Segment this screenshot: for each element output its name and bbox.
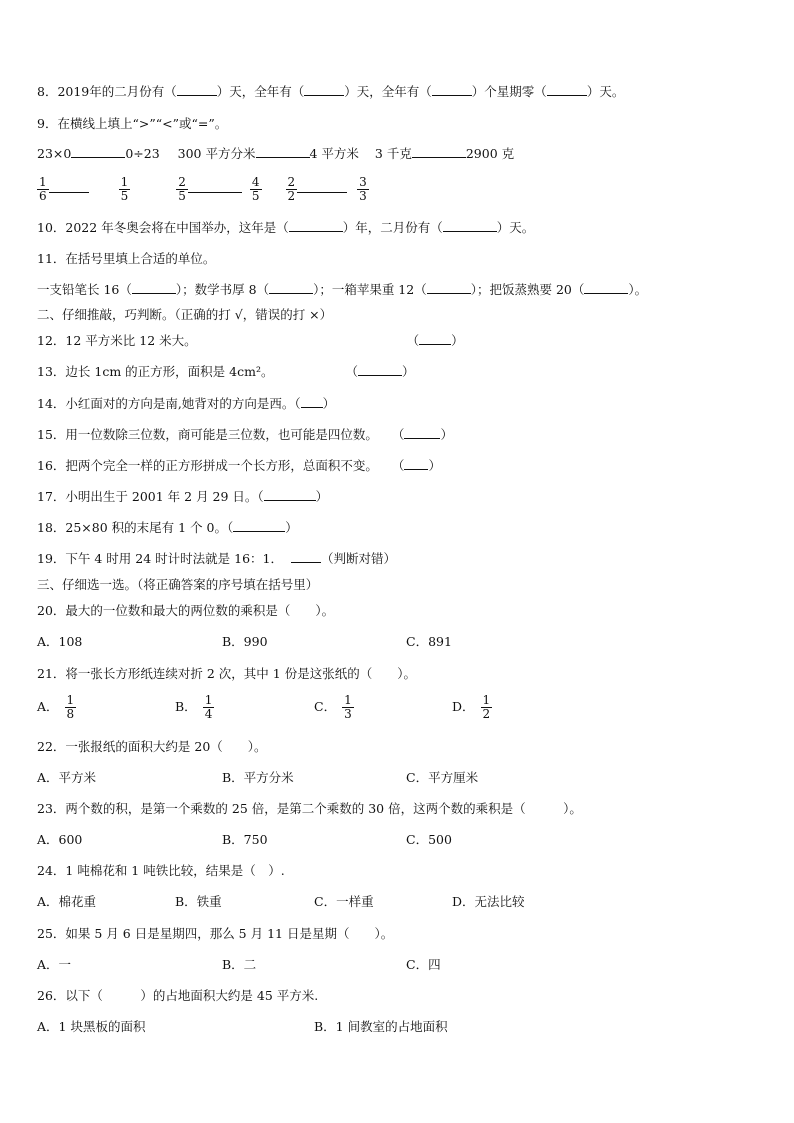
option-c[interactable]: C．平方厘米 [406,770,479,785]
fraction: $\frac{1}{6}$ [39,175,47,203]
answer-blank[interactable] [432,84,472,96]
question-11: 11．在括号里填上合适的单位。 [37,251,216,266]
fraction: $\frac{3}{3}$ [359,175,367,203]
option-c[interactable]: C．一样重 [314,894,374,909]
option-a[interactable]: A．一 [37,957,72,972]
question-19: 19．下午 4 时用 24 时计时法就是 16：1． （判断对错） [37,551,397,566]
question-12: 12．12 平方米比 12 米大。 （ ） [37,333,464,348]
section-2-heading: 二、仔细推敲，巧判断。（正确的打 √，错误的打 ×） [37,307,333,322]
judge-blank[interactable] [233,520,285,532]
question-number: 8． [37,84,58,99]
fraction: $\frac{1}{8}$ [66,693,75,721]
compare-blank[interactable] [412,146,466,158]
judge-blank[interactable] [358,364,402,376]
question-25: 25．如果 5 月 6 日是星期四，那么 5 月 11 日是星期（ ）。 [37,926,394,941]
option-b[interactable]: B．平方分米 [222,770,294,785]
judge-blank[interactable] [291,551,321,563]
answer-blank[interactable] [443,220,497,232]
question-17: 17．小明出生于 2001 年 2 月 29 日。（ ） [37,489,329,504]
answer-blank[interactable] [177,84,217,96]
fraction: $\frac{2}{2}$ [287,175,296,203]
judge-blank[interactable] [419,333,451,345]
unit-blank[interactable] [269,282,313,294]
judge-blank[interactable] [264,489,316,501]
fraction: $\frac{1}{2}$ [482,693,491,721]
option-b[interactable]: B．750 [222,832,268,847]
question-9-row1: 23×0 0÷23 300 平方分米 4 平方米 3 千克 2900 克 [37,146,515,161]
option-a[interactable]: A．108 [37,634,83,649]
option-a[interactable]: A．平方米 [37,770,97,785]
option-b[interactable]: B．二 [222,957,257,972]
option-c[interactable]: C． $\frac{1}{3}$ [314,693,352,721]
question-11-line: 一支铅笔长 16（ ）；数学书厚 8（ ）；一箱苹果重 12（ ）；把饭蒸熟要 20（ ）。 [37,282,648,297]
fraction: $\frac{2}{5}$ [178,175,186,203]
question-21: 21．将一张长方形纸连续对折 2 次，其中 1 份是这张纸的（ ）。 [37,666,416,681]
option-b[interactable]: B． $\frac{1}{4}$ [175,693,213,721]
question-23: 23．两个数的积，是第一个乘数的 25 倍，是第二个乘数的 30 倍，这两个数的乘积是（ ）。 [37,801,582,816]
question-10: 10．2022 年冬奥会将在中国举办，这年是（ ）年，二月份有（ ）天。 [37,220,535,235]
option-c[interactable]: C．四 [406,957,441,972]
option-b[interactable]: B．990 [222,634,268,649]
option-a[interactable]: A．600 [37,832,83,847]
judge-blank[interactable] [404,458,428,470]
question-26: 26．以下（ ）的占地面积大约是 45 平方米. [37,988,319,1003]
question-14: 14．小红面对的方向是南,她背对的方向是西。（ ） [37,396,336,411]
option-c[interactable]: C．891 [406,634,452,649]
option-a[interactable]: A． $\frac{1}{8}$ [37,693,75,721]
option-d[interactable]: D．无法比较 [452,894,525,909]
answer-blank[interactable] [289,220,343,232]
option-b[interactable]: B．铁重 [175,894,222,909]
fraction: $\frac{1}{5}$ [120,175,129,203]
question-9: 9．在横线上填上“>”“<”或“=”。 [37,116,228,131]
fraction: $\frac{1}{3}$ [344,693,352,721]
fraction: $\frac{1}{4}$ [204,693,213,721]
question-13: 13．边长 1cm 的正方形，面积是 4cm²。 （ ） [37,364,415,379]
option-a[interactable]: A．棉花重 [37,894,97,909]
unit-blank[interactable] [427,282,471,294]
answer-blank[interactable] [304,84,344,96]
question-22: 22．一张报纸的面积大约是 20（ ）。 [37,739,267,754]
option-b[interactable]: B．1 间教室的占地面积 [314,1019,448,1034]
compare-blank[interactable] [297,181,347,193]
question-15: 15．用一位数除三位数，商可能是三位数，也可能是四位数。 （ ） [37,427,453,442]
question-8: 8．2019年的二月份有（ ）天，全年有（ ）天，全年有（ ）个星期零（ ）天。 [37,84,625,99]
unit-blank[interactable] [584,282,628,294]
fraction: $\frac{4}{5}$ [251,175,260,203]
compare-blank[interactable] [71,146,125,158]
section-3-heading: 三、仔细选一选。（将正确答案的序号填在括号里） [37,577,319,592]
answer-blank[interactable] [547,84,587,96]
compare-blank[interactable] [188,181,242,193]
question-9-fractions [37,174,369,204]
option-a[interactable]: A．1 块黑板的面积 [37,1019,146,1034]
question-16: 16．把两个完全一样的正方形拼成一个长方形，总面积不变。 （ ） [37,458,441,473]
unit-blank[interactable] [132,282,176,294]
compare-blank[interactable] [256,146,310,158]
judge-blank[interactable] [404,427,440,439]
question-20: 20．最大的一位数和最大的两位数的乘积是（ ）。 [37,603,335,618]
option-c[interactable]: C．500 [406,832,452,847]
question-18: 18．25×80 积的末尾有 1 个 0。（ ） [37,520,298,535]
option-d[interactable]: D． $\frac{1}{2}$ [452,693,491,721]
question-24: 24．1 吨棉花和 1 吨铁比较，结果是（ ）. [37,863,285,878]
judge-blank[interactable] [301,396,323,408]
compare-blank[interactable] [49,181,89,193]
